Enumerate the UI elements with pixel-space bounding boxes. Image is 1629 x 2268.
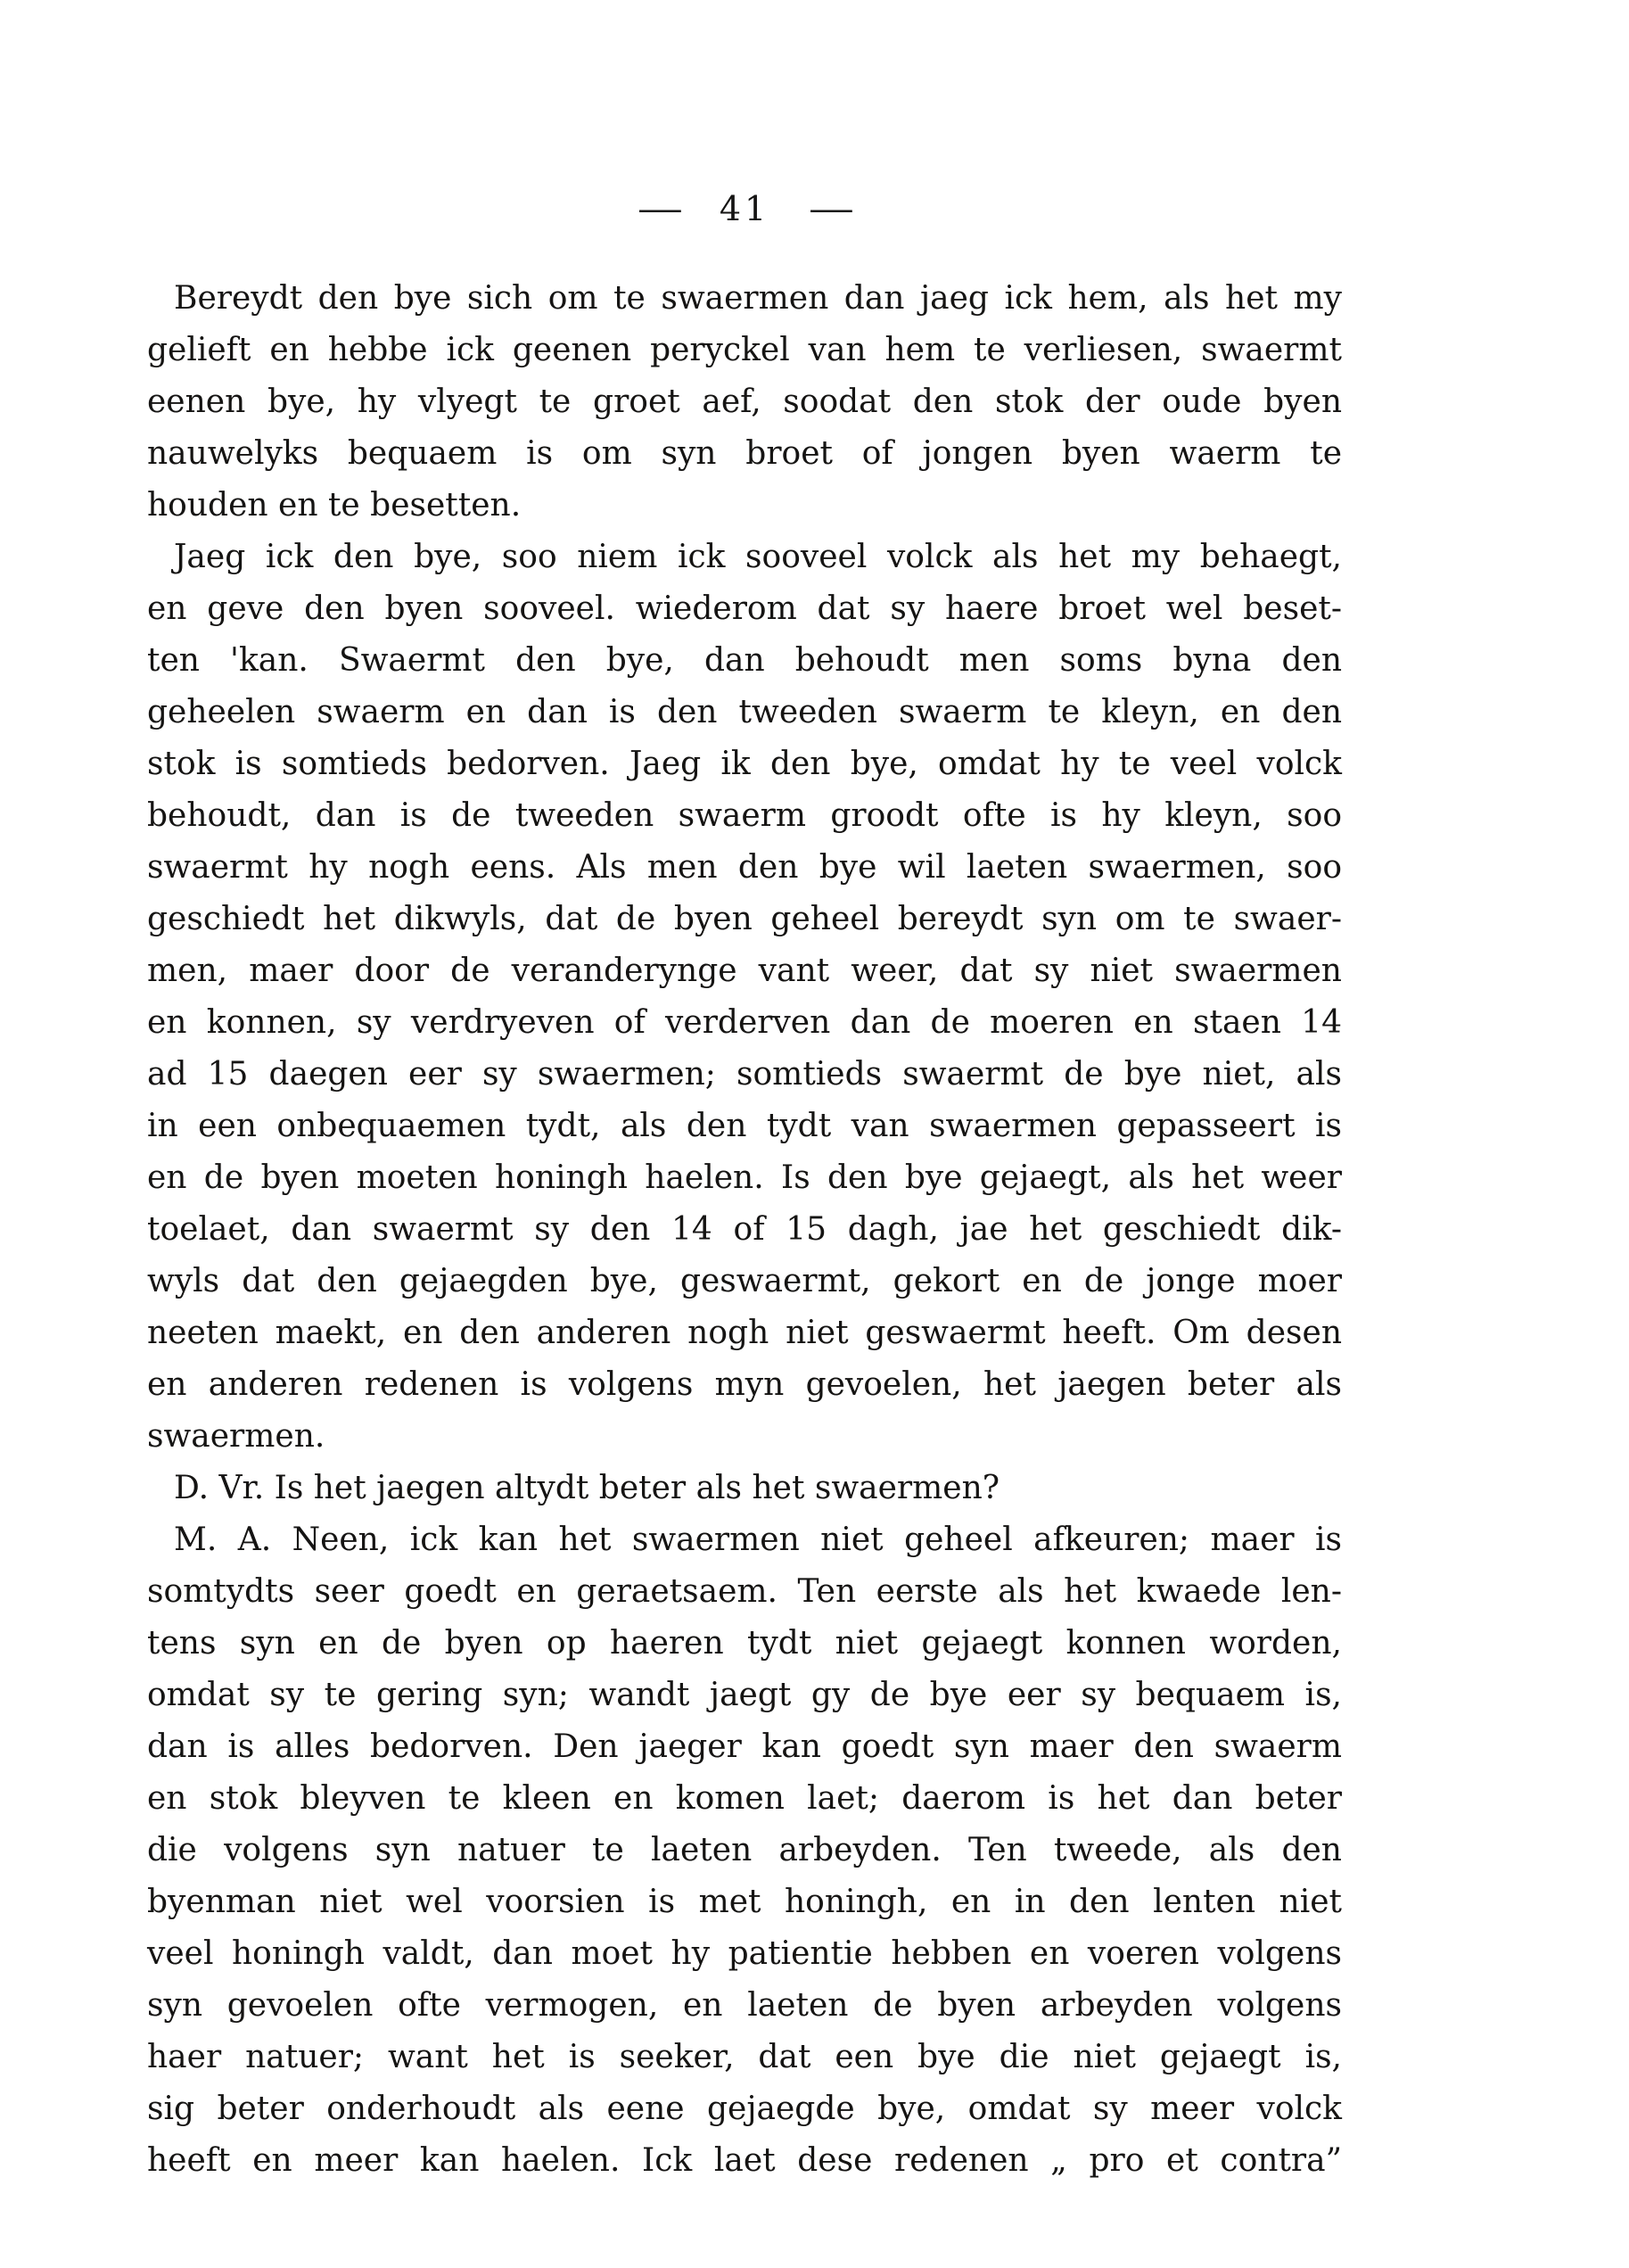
text-line: sig beter onderhoudt als eene gejaegde bye, omdat sy meer volck <box>147 2091 1342 2127</box>
text-line: nauwelyks bequaem is om syn broet of jongen byen waerm te <box>147 435 1342 472</box>
header-dash-right: — <box>808 189 852 228</box>
text-line: D. Vr. Is het jaegen altydt beter als het swaermen? <box>174 1470 1000 1506</box>
text-line: somtydts seer goedt en geraetsaem. Ten eerste als het kwaede len- <box>147 1573 1342 1610</box>
text-line: en de byen moeten honingh haelen. Is den bye gejaegt, als het weer <box>147 1159 1342 1196</box>
text-line: en geve den byen sooveel. wiederom dat sy haere broet wel beset- <box>147 590 1342 627</box>
text-line: byenman niet wel voorsien is met honingh, en in den lenten niet <box>147 1884 1342 1920</box>
text-line: swaermen. <box>147 1418 325 1455</box>
text-line: en stok bleyven te kleen en komen laet; daerom is het dan beter <box>147 1780 1342 1817</box>
text-line: behoudt, dan is de tweeden swaerm groodt ofte is hy kleyn, soo <box>147 797 1342 834</box>
text-line: dan is alles bedorven. Den jaeger kan goedt syn maer den swaerm <box>147 1728 1342 1765</box>
text-line: en anderen redenen is volgens myn gevoelen, het jaegen beter als <box>147 1366 1342 1403</box>
text-line: swaermt hy nogh eens. Als men den bye wil laeten swaermen, soo <box>147 849 1342 886</box>
text-line: die volgens syn natuer te laeten arbeyden. Ten tweede, als den <box>147 1832 1342 1868</box>
text-line: stok is somtieds bedorven. Jaeg ik den bye, omdat hy te veel volck <box>147 746 1342 782</box>
text-line: M. A. Neen, ick kan het swaermen niet geheel afkeuren; maer is <box>174 1522 1342 1558</box>
text-line: en konnen, sy verdryeven of verderven dan de moeren en staen 14 <box>147 1004 1342 1041</box>
text-line: gelieft en hebbe ick geenen peryckel van hem te verliesen, swaermt <box>147 332 1342 368</box>
text-line: houden en te besetten. <box>147 487 522 524</box>
text-line: ten 'kan. Swaermt den bye, dan behoudt men soms byna den <box>147 642 1342 679</box>
text-line: geheelen swaerm en dan is den tweeden swaerm te kleyn, en den <box>147 694 1342 730</box>
text-line: neeten maekt, en den anderen nogh niet geswaermt heeft. Om desen <box>147 1315 1342 1351</box>
text-line: omdat sy te gering syn; wandt jaegt gy de bye eer sy bequaem is, <box>147 1677 1342 1713</box>
text-line: Bereydt den bye sich om te swaermen dan jaeg ick hem, als het my <box>174 280 1342 317</box>
text-line: syn gevoelen ofte vermogen, en laeten de byen arbeyden volgens <box>147 1987 1342 2024</box>
text-line: men, maer door de veranderynge vant weer, dat sy niet swaermen <box>147 953 1342 989</box>
page-header <box>147 189 1342 228</box>
text-line: heeft en meer kan haelen. Ick laet dese redenen „ pro et contra” <box>147 2142 1342 2179</box>
page-number: 41 <box>719 189 770 228</box>
text-line: veel honingh valdt, dan moet hy patientie hebben en voeren volgens <box>147 1935 1342 1972</box>
text-line: eenen bye, hy vlyegt te groet aef, soodat den stok der oude byen <box>147 383 1342 420</box>
text-line: tens syn en de byen op haeren tydt niet gejaegt konnen worden, <box>147 1625 1342 1662</box>
text-line: ad 15 daegen eer sy swaermen; somtieds swaermt de bye niet, als <box>147 1056 1342 1093</box>
body-text <box>147 273 1342 2187</box>
text-line: wyls dat den gejaegden bye, geswaermt, gekort en de jonge moer <box>147 1263 1342 1299</box>
text-line: in een onbequaemen tydt, als den tydt van swaermen gepasseert is <box>147 1108 1342 1144</box>
header-dash-left: — <box>637 189 681 228</box>
text-line: haer natuer; want het is seeker, dat een bye die niet gejaegt is, <box>147 2039 1342 2075</box>
text-line: geschiedt het dikwyls, dat de byen geheel bereydt syn om te swaer- <box>147 901 1342 937</box>
text-line: toelaet, dan swaermt sy den 14 of 15 dagh, jae het geschiedt dik- <box>147 1211 1342 1248</box>
text-line: Jaeg ick den bye, soo niem ick sooveel volck als het my behaegt, <box>174 539 1342 575</box>
